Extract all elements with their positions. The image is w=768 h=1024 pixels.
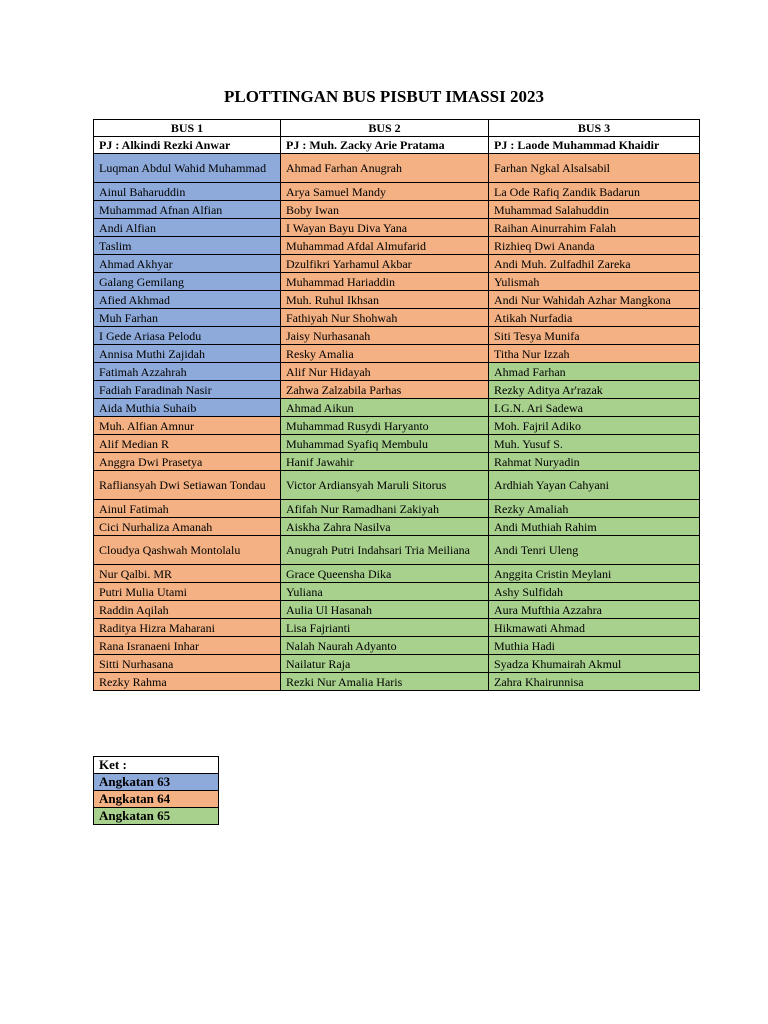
bus-1-passenger-cell: Rana Isranaeni Inhar xyxy=(94,637,281,655)
bus-2-passenger-cell: Boby Iwan xyxy=(281,201,489,219)
bus-1-passenger-cell: I Gede Ariasa Pelodu xyxy=(94,327,281,345)
passenger-rows xyxy=(94,154,700,691)
bus-1-passenger-cell: Muhammad Afnan Alfian xyxy=(94,201,281,219)
table-row xyxy=(94,363,700,381)
bus-3-passenger-cell: Siti Tesya Munifa xyxy=(489,327,700,345)
bus-2-passenger-cell: Muhammad Afdal Almufarid xyxy=(281,237,489,255)
bus-3-passenger-cell: Rezky Aditya Ar'razak xyxy=(489,381,700,399)
bus-1-passenger-cell: Raddin Aqilah xyxy=(94,601,281,619)
table-row xyxy=(94,399,700,417)
table-row xyxy=(94,309,700,327)
bus-1-passenger-cell: Ahmad Akhyar xyxy=(94,255,281,273)
table-row xyxy=(94,219,700,237)
bus-2-passenger-cell: Nalah Naurah Adyanto xyxy=(281,637,489,655)
table-row xyxy=(94,417,700,435)
bus-2-passenger-cell: Yuliana xyxy=(281,583,489,601)
bus-2-passenger-cell: Resky Amalia xyxy=(281,345,489,363)
bus-3-passenger-cell: Anggita Cristin Meylani xyxy=(489,565,700,583)
table-row xyxy=(94,435,700,453)
bus-1-header: BUS 1 xyxy=(94,120,281,137)
bus-3-passenger-cell: Syadza Khumairah Akmul xyxy=(489,655,700,673)
bus-3-passenger-cell: La Ode Rafiq Zandik Badarun xyxy=(489,183,700,201)
bus-1-passenger-cell: Rafliansyah Dwi Setiawan Tondau xyxy=(94,471,281,500)
table-row xyxy=(94,345,700,363)
bus-2-passenger-cell: Aulia Ul Hasanah xyxy=(281,601,489,619)
bus-2-passenger-cell: Muhammad Rusydi Haryanto xyxy=(281,417,489,435)
table-row xyxy=(94,381,700,399)
bus-1-passenger-cell: Andi Alfian xyxy=(94,219,281,237)
bus-3-passenger-cell: Andi Muh. Zulfadhil Zareka xyxy=(489,255,700,273)
page-title: PLOTTINGAN BUS PISBUT IMASSI 2023 xyxy=(224,87,544,106)
bus-3-passenger-cell: Muthia Hadi xyxy=(489,637,700,655)
bus-3-passenger-cell: Ardhiah Yayan Cahyani xyxy=(489,471,700,500)
bus-3-passenger-cell: Moh. Fajril Adiko xyxy=(489,417,700,435)
bus-1-passenger-cell: Luqman Abdul Wahid Muhammad xyxy=(94,154,281,183)
bus-3-passenger-cell: Zahra Khairunnisa xyxy=(489,673,700,691)
legend-table xyxy=(93,756,219,825)
table-row xyxy=(94,327,700,345)
bus-2-passenger-cell: Hanif Jawahir xyxy=(281,453,489,471)
bus-3-passenger-cell: Muhammad Salahuddin xyxy=(489,201,700,219)
bus-3-passenger-cell: Aura Mufthia Azzahra xyxy=(489,601,700,619)
bus-2-passenger-cell: Nailatur Raja xyxy=(281,655,489,673)
bus-1-passenger-cell: Raditya Hizra Maharani xyxy=(94,619,281,637)
bus-2-passenger-cell: I Wayan Bayu Diva Yana xyxy=(281,219,489,237)
bus-3-passenger-cell: Titha Nur Izzah xyxy=(489,345,700,363)
pj-row xyxy=(94,137,700,154)
table-row xyxy=(94,154,700,183)
bus-3-passenger-cell: Rizhieq Dwi Ananda xyxy=(489,237,700,255)
bus-2-passenger-cell: Arya Samuel Mandy xyxy=(281,183,489,201)
bus-3-passenger-cell: I.G.N. Ari Sadewa xyxy=(489,399,700,417)
table-row xyxy=(94,518,700,536)
bus-3-passenger-cell: Raihan Ainurrahim Falah xyxy=(489,219,700,237)
bus-2-passenger-cell: Lisa Fajrianti xyxy=(281,619,489,637)
bus-1-passenger-cell: Fatimah Azzahrah xyxy=(94,363,281,381)
bus-2-passenger-cell: Alif Nur Hidayah xyxy=(281,363,489,381)
bus-1-passenger-cell: Ainul Fatimah xyxy=(94,500,281,518)
bus-1-pj: PJ : Alkindi Rezki Anwar xyxy=(94,137,281,154)
bus-3-header: BUS 3 xyxy=(489,120,700,137)
legend-title: Ket : xyxy=(94,757,219,774)
bus-1-passenger-cell: Putri Mulia Utami xyxy=(94,583,281,601)
bus-1-passenger-cell: Afied Akhmad xyxy=(94,291,281,309)
bus-1-passenger-cell: Galang Gemilang xyxy=(94,273,281,291)
bus-1-passenger-cell: Fadiah Faradinah Nasir xyxy=(94,381,281,399)
table-row xyxy=(94,601,700,619)
bus-3-passenger-cell: Andi Tenri Uleng xyxy=(489,536,700,565)
bus-2-passenger-cell: Dzulfikri Yarhamul Akbar xyxy=(281,255,489,273)
bus-2-passenger-cell: Victor Ardiansyah Maruli Sitorus xyxy=(281,471,489,500)
bus-1-passenger-cell: Rezky Rahma xyxy=(94,673,281,691)
bus-2-passenger-cell: Rezki Nur Amalia Haris xyxy=(281,673,489,691)
bus-1-passenger-cell: Taslim xyxy=(94,237,281,255)
bus-1-passenger-cell: Cici Nurhaliza Amanah xyxy=(94,518,281,536)
bus-2-header: BUS 2 xyxy=(281,120,489,137)
table-row xyxy=(94,183,700,201)
bus-3-passenger-cell: Yulismah xyxy=(489,273,700,291)
bus-2-passenger-cell: Muh. Ruhul Ikhsan xyxy=(281,291,489,309)
table-row xyxy=(94,500,700,518)
bus-2-passenger-cell: Grace Queensha Dika xyxy=(281,565,489,583)
bus-1-passenger-cell: Muh Farhan xyxy=(94,309,281,327)
bus-1-passenger-cell: Sitti Nurhasana xyxy=(94,655,281,673)
bus-2-pj: PJ : Muh. Zacky Arie Pratama xyxy=(281,137,489,154)
bus-3-passenger-cell: Ashy Sulfidah xyxy=(489,583,700,601)
bus-3-passenger-cell: Hikmawati Ahmad xyxy=(489,619,700,637)
bus-2-passenger-cell: Muhammad Hariaddin xyxy=(281,273,489,291)
table-row xyxy=(94,237,700,255)
bus-3-pj: PJ : Laode Muhammad Khaidir xyxy=(489,137,700,154)
table-row xyxy=(94,637,700,655)
bus-2-passenger-cell: Fathiyah Nur Shohwah xyxy=(281,309,489,327)
bus-3-passenger-cell: Muh. Yusuf S. xyxy=(489,435,700,453)
bus-2-passenger-cell: Ahmad Farhan Anugrah xyxy=(281,154,489,183)
table-row xyxy=(94,655,700,673)
legend-angkatan-65: Angkatan 65 xyxy=(94,808,219,825)
bus-1-passenger-cell: Cloudya Qashwah Montolalu xyxy=(94,536,281,565)
bus-plotting-table xyxy=(93,119,700,691)
table-row xyxy=(94,291,700,309)
bus-1-passenger-cell: Aida Muthia Suhaib xyxy=(94,399,281,417)
bus-2-passenger-cell: Zahwa Zalzabila Parhas xyxy=(281,381,489,399)
table-row xyxy=(94,583,700,601)
table-row xyxy=(94,255,700,273)
bus-3-passenger-cell: Andi Muthiah Rahim xyxy=(489,518,700,536)
legend-angkatan-63: Angkatan 63 xyxy=(94,774,219,791)
bus-1-passenger-cell: Anggra Dwi Prasetya xyxy=(94,453,281,471)
table-row xyxy=(94,273,700,291)
bus-3-passenger-cell: Ahmad Farhan xyxy=(489,363,700,381)
bus-header-row xyxy=(94,120,700,137)
bus-1-passenger-cell: Nur Qalbi. MR xyxy=(94,565,281,583)
table-row xyxy=(94,471,700,500)
bus-3-passenger-cell: Farhan Ngkal Alsalsabil xyxy=(489,154,700,183)
table-row xyxy=(94,201,700,219)
bus-2-passenger-cell: Afifah Nur Ramadhani Zakiyah xyxy=(281,500,489,518)
table-row xyxy=(94,453,700,471)
legend-angkatan-64: Angkatan 64 xyxy=(94,791,219,808)
bus-3-passenger-cell: Andi Nur Wahidah Azhar Mangkona xyxy=(489,291,700,309)
bus-2-passenger-cell: Aiskha Zahra Nasilva xyxy=(281,518,489,536)
table-row xyxy=(94,673,700,691)
bus-2-passenger-cell: Muhammad Syafiq Membulu xyxy=(281,435,489,453)
bus-3-passenger-cell: Atikah Nurfadia xyxy=(489,309,700,327)
table-row xyxy=(94,565,700,583)
bus-1-passenger-cell: Muh. Alfian Amnur xyxy=(94,417,281,435)
bus-1-passenger-cell: Annisa Muthi Zajidah xyxy=(94,345,281,363)
bus-1-passenger-cell: Ainul Baharuddin xyxy=(94,183,281,201)
bus-3-passenger-cell: Rahmat Nuryadin xyxy=(489,453,700,471)
table-row xyxy=(94,536,700,565)
bus-2-passenger-cell: Jaisy Nurhasanah xyxy=(281,327,489,345)
bus-1-passenger-cell: Alif Median R xyxy=(94,435,281,453)
table-row xyxy=(94,619,700,637)
bus-2-passenger-cell: Ahmad Aikun xyxy=(281,399,489,417)
bus-3-passenger-cell: Rezky Amaliah xyxy=(489,500,700,518)
bus-2-passenger-cell: Anugrah Putri Indahsari Tria Meiliana xyxy=(281,536,489,565)
